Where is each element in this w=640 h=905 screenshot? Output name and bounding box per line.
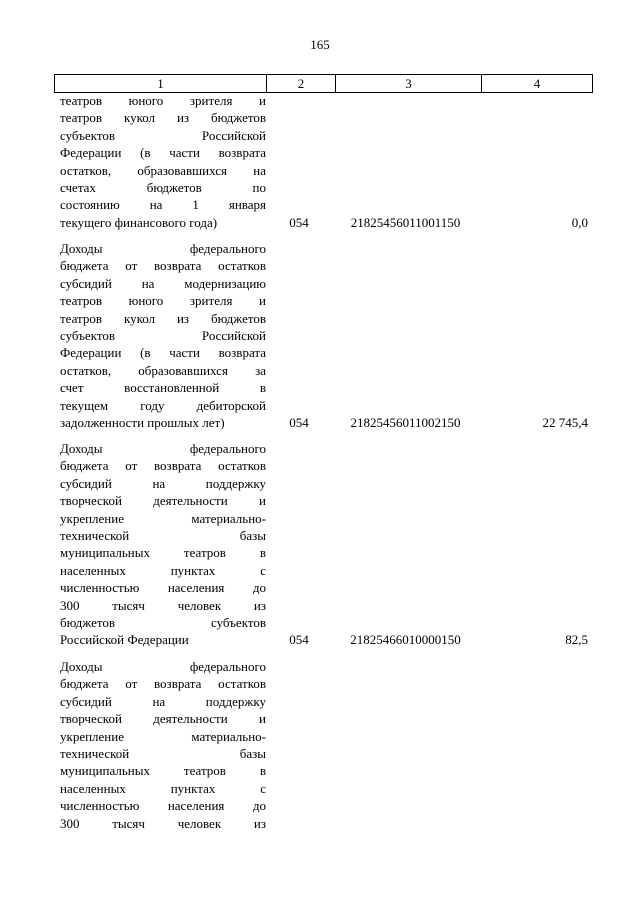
amount-value: 22 745,4 xyxy=(542,415,588,430)
description-line: Российской Федерации xyxy=(60,632,189,648)
table-row xyxy=(54,92,588,232)
description-line: счетах бюджетов по xyxy=(60,179,266,195)
admin-code: 054 xyxy=(289,632,309,648)
amount-value: 0,0 xyxy=(571,214,588,230)
description-line: бюджета от возврата остатков xyxy=(60,676,266,692)
description-line: численностью населения до xyxy=(60,580,266,596)
page-number: 165 xyxy=(310,37,330,52)
description-line: творческой деятельности и xyxy=(60,711,266,727)
description-line: субсидий на поддержку xyxy=(60,475,266,491)
description-line: Федерации (в части возврата xyxy=(60,145,266,161)
description-line: населенных пунктах с xyxy=(60,780,266,796)
description-line: субъектов Российской xyxy=(60,127,266,143)
description-line: населенных пунктах с xyxy=(60,562,266,578)
description-line: остатков, образовавшихся за xyxy=(60,362,266,378)
description-line: муниципальных театров в xyxy=(60,763,266,779)
table-row xyxy=(54,440,588,650)
description-line: театров кукол из бюджетов xyxy=(60,310,266,326)
column-header-1: 1 xyxy=(55,75,267,93)
row-description xyxy=(60,240,266,431)
row-description xyxy=(60,440,266,649)
description-line: субъектов Российской xyxy=(60,327,266,343)
description-line: Доходы федерального xyxy=(60,441,266,456)
description-line: Доходы федерального xyxy=(60,659,266,674)
budget-classification-code: 21825456011002150 xyxy=(350,415,461,430)
description-line: текущем году дебиторской xyxy=(60,397,266,413)
description-line: творческой деятельности и xyxy=(60,493,266,509)
description-line: укрепление материально- xyxy=(60,728,266,744)
description-line: бюджета от возврата остатков xyxy=(60,458,266,474)
description-line: 300 тысяч человек из xyxy=(60,815,266,831)
description-line: 300 тысяч человек из xyxy=(60,597,266,613)
budget-classification-code: 21825456011001150 xyxy=(350,214,461,230)
description-line: Федерации (в части возврата xyxy=(60,345,266,361)
column-header-2: 2 xyxy=(267,75,336,93)
description-line: субсидий на модернизацию xyxy=(60,275,266,291)
description-line: Доходы федерального xyxy=(60,241,266,256)
description-line: укрепление материально- xyxy=(60,510,266,526)
row-description xyxy=(60,92,266,231)
description-line: численностью населения до xyxy=(60,798,266,814)
description-line: технической базы xyxy=(60,527,266,543)
description-line: муниципальных театров в xyxy=(60,545,266,561)
description-line: театров кукол из бюджетов xyxy=(60,110,266,126)
table-row xyxy=(54,240,588,432)
description-line: субсидий на поддержку xyxy=(60,693,266,709)
amount-value: 82,5 xyxy=(565,632,588,648)
table-row xyxy=(54,658,588,834)
description-line: технической базы xyxy=(60,745,266,761)
column-header-table xyxy=(54,74,593,93)
description-line: театров юного зрителя и xyxy=(60,93,266,108)
description-line: состоянию на 1 января xyxy=(60,197,266,213)
column-header-row xyxy=(55,75,593,93)
description-line: театров юного зрителя и xyxy=(60,293,266,309)
column-header-4: 4 xyxy=(482,75,593,93)
description-line: счет восстановленной в xyxy=(60,380,266,396)
description-line: задолженности прошлых лет) xyxy=(60,414,225,430)
description-line: текущего финансового года) xyxy=(60,214,218,230)
description-line: бюджетов субъектов xyxy=(60,614,266,630)
row-description xyxy=(60,658,266,832)
column-header-3: 3 xyxy=(336,75,482,93)
admin-code: 054 xyxy=(289,415,309,430)
description-line: остатков, образовавшихся на xyxy=(60,162,266,178)
admin-code: 054 xyxy=(289,214,309,230)
budget-classification-code: 21825466010000150 xyxy=(350,632,461,648)
description-line: бюджета от возврата остатков xyxy=(60,258,266,274)
